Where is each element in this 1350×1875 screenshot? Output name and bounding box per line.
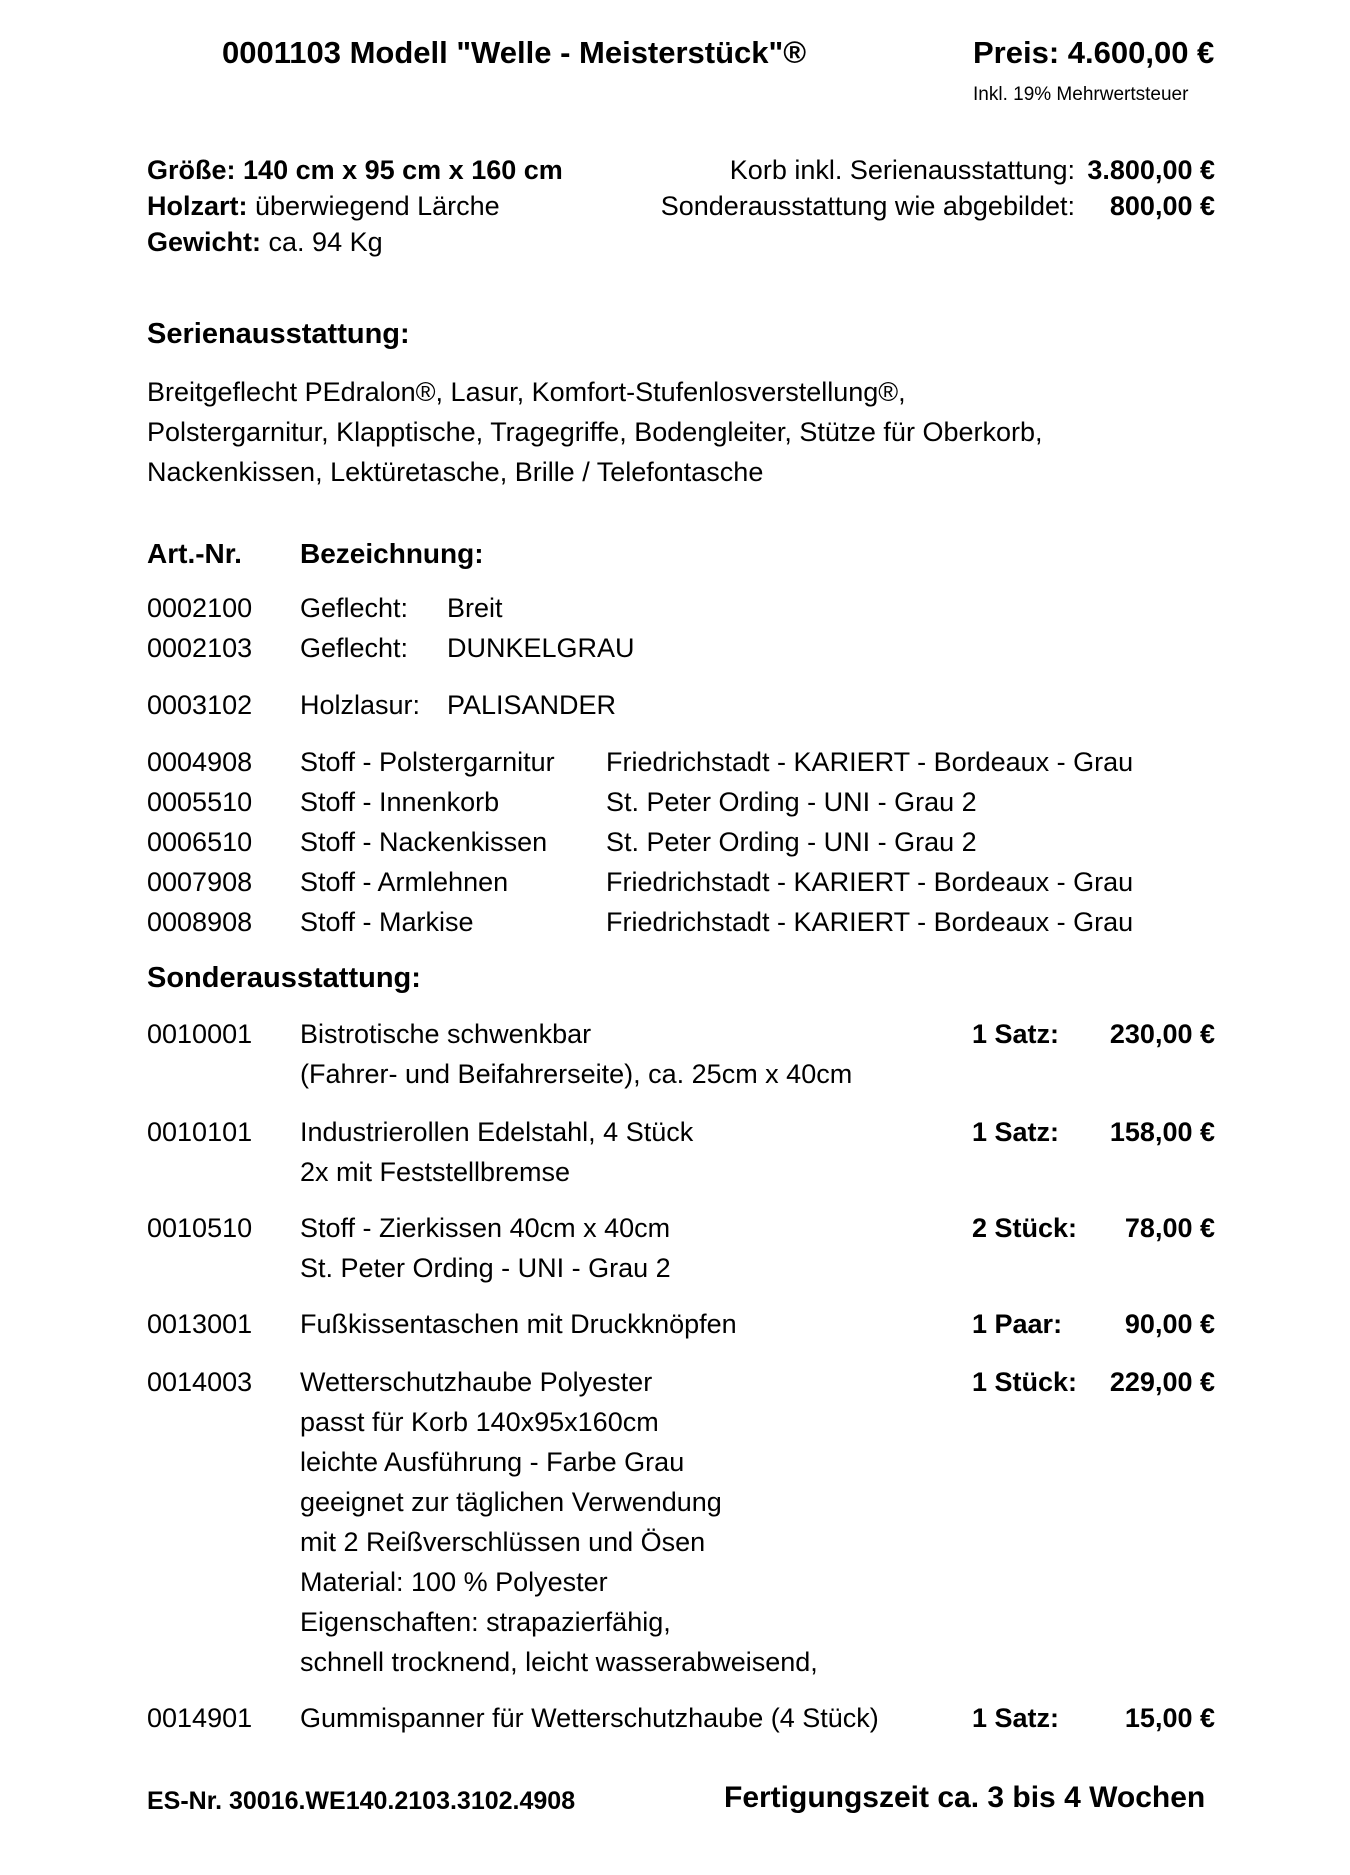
production-time: Fertigungszeit ca. 3 bis 4 Wochen	[724, 1781, 1206, 1814]
item-line: (Fahrer- und Beifahrerseite), ca. 25cm x 40cm	[300, 1059, 853, 1089]
sonder-item	[147, 1112, 1215, 1192]
art-nr: 0008908	[147, 907, 253, 937]
item-description	[300, 1304, 972, 1344]
table-row	[147, 628, 1215, 668]
spec-wood-label: Holzart:	[147, 191, 248, 221]
spec-wood	[147, 188, 563, 224]
item-description	[300, 1112, 972, 1192]
art-nr: 0007908	[147, 867, 253, 897]
item-description	[300, 1208, 972, 1288]
item-line: geeignet zur täglichen Verwendung	[300, 1487, 722, 1517]
item-qty-price	[972, 1362, 1215, 1402]
art-value: Friedrichstadt - KARIERT - Bordeaux - Grau	[606, 867, 1134, 897]
item-price: 78,00 €	[1124, 1213, 1215, 1243]
item-price: 230,00 €	[1109, 1019, 1215, 1049]
spec-size-label: Größe:	[147, 155, 236, 185]
art-value: PALISANDER	[447, 690, 617, 720]
vat-note: Inkl. 19% Mehrwertsteuer	[973, 84, 1189, 105]
art-nr: 0002103	[147, 633, 253, 663]
es-number: ES-Nr. 30016.WE140.2103.3102.4908	[147, 1787, 576, 1815]
sonder-item	[147, 1014, 1215, 1094]
item-qty: 1 Satz:	[972, 1117, 1060, 1147]
art-nr: 0013001	[147, 1309, 253, 1339]
item-line: mit 2 Reißverschlüssen und Ösen	[300, 1527, 706, 1557]
sonder-item	[147, 1362, 1215, 1682]
item-qty-price	[972, 1014, 1215, 1054]
item-line: Material: 100 % Polyester	[300, 1567, 608, 1597]
art-nr: 0010001	[147, 1019, 253, 1049]
item-line: Stoff - Zierkissen 40cm x 40cm	[300, 1213, 671, 1243]
product-specs	[147, 152, 563, 260]
item-price: 229,00 €	[1109, 1367, 1215, 1397]
art-nr: 0002100	[147, 593, 253, 623]
art-label: Stoff - Polstergarnitur	[300, 747, 555, 777]
art-label: Stoff - Markise	[300, 907, 474, 937]
item-line: St. Peter Ording - UNI - Grau 2	[300, 1253, 671, 1283]
art-value: Friedrichstadt - KARIERT - Bordeaux - Grau	[606, 907, 1134, 937]
artikel-group-geflecht	[147, 588, 1215, 668]
art-nr: 0014901	[147, 1703, 253, 1733]
table-row	[147, 862, 1215, 902]
sonder-item	[147, 1304, 1215, 1344]
item-line: 2x mit Feststellbremse	[300, 1157, 571, 1187]
table-row	[147, 742, 1215, 782]
art-value: St. Peter Ording - UNI - Grau 2	[606, 787, 977, 817]
serienausstattung-heading: Serienausstattung:	[147, 318, 410, 350]
item-price: 15,00 €	[1124, 1703, 1215, 1733]
item-line: passt für Korb 140x95x160cm	[300, 1407, 659, 1437]
spec-wood-value: überwiegend Lärche	[255, 191, 500, 221]
art-label: Geflecht:	[300, 633, 409, 663]
spec-size-value: 140 cm x 95 cm x 160 cm	[243, 155, 563, 185]
item-line: Eigenschaften: strapazierfähig,	[300, 1607, 671, 1637]
artikel-group-holzlasur	[147, 685, 1215, 725]
item-description	[300, 1014, 972, 1094]
art-nr: 0014003	[147, 1367, 253, 1397]
art-label: Holzlasur:	[300, 690, 421, 720]
artikel-group-stoffe	[147, 742, 1215, 942]
item-qty-price	[972, 1112, 1215, 1152]
item-qty-price	[972, 1304, 1215, 1344]
item-price: 90,00 €	[1124, 1309, 1215, 1339]
art-label: Stoff - Innenkorb	[300, 787, 500, 817]
table-row	[147, 822, 1215, 862]
item-qty: 2 Stück:	[972, 1213, 1078, 1243]
item-qty: 1 Satz:	[972, 1703, 1060, 1733]
item-qty: 1 Stück:	[972, 1367, 1078, 1397]
table-row	[147, 782, 1215, 822]
table-row	[147, 902, 1215, 942]
price-summary	[560, 152, 1215, 224]
spec-weight-label: Gewicht:	[147, 227, 262, 257]
art-nr: 0004908	[147, 747, 253, 777]
art-label: Geflecht:	[300, 593, 409, 623]
art-nr: 0010101	[147, 1117, 253, 1147]
artnr-column-header: Art.-Nr.	[147, 538, 242, 569]
art-nr: 0005510	[147, 787, 253, 817]
extras-price-value: 800,00 €	[1109, 191, 1215, 221]
spec-size	[147, 152, 563, 188]
page-title: 0001103 Modell "Welle - Meisterstück"®	[222, 35, 807, 70]
sonder-item	[147, 1208, 1215, 1288]
item-line: Industrierollen Edelstahl, 4 Stück	[300, 1117, 694, 1147]
spec-weight-value: ca. 94 Kg	[268, 227, 383, 257]
item-line: schnell trocknend, leicht wasserabweisend,	[300, 1647, 818, 1677]
art-label: Stoff - Nackenkissen	[300, 827, 548, 857]
basket-price-value: 3.800,00 €	[1087, 155, 1215, 185]
table-row	[147, 685, 1215, 725]
bezeichnung-column-header: Bezeichnung:	[300, 538, 484, 569]
item-qty: 1 Satz:	[972, 1019, 1060, 1049]
item-qty-price	[972, 1698, 1215, 1738]
item-description	[300, 1362, 972, 1682]
item-line: Bistrotische schwenkbar	[300, 1019, 592, 1049]
item-line: Wetterschutzhaube Polyester	[300, 1367, 653, 1397]
sonder-item	[147, 1698, 1215, 1738]
art-value: DUNKELGRAU	[447, 633, 635, 663]
art-value: Breit	[447, 593, 503, 623]
art-nr: 0010510	[147, 1213, 253, 1243]
serienausstattung-line: Polstergarnitur, Klapptische, Tragegriffe, Bodengleiter, Stütze für Oberkorb,	[147, 417, 1043, 447]
basket-price-label: Korb inkl. Serienausstattung:	[729, 155, 1075, 185]
art-label: Stoff - Armlehnen	[300, 867, 509, 897]
artikel-table-header	[147, 534, 1215, 574]
serienausstattung-line: Nackenkissen, Lektüretasche, Brille / Telefontasche	[147, 457, 764, 487]
sonderausstattung-heading: Sonderausstattung:	[147, 962, 421, 994]
item-description	[300, 1698, 972, 1738]
serienausstattung-text	[147, 372, 1267, 492]
spec-weight	[147, 224, 563, 260]
price-summary-row	[560, 188, 1215, 224]
price-summary-row	[560, 152, 1215, 188]
item-line: Gummispanner für Wetterschutzhaube (4 Stück)	[300, 1703, 879, 1733]
price-header: Preis: 4.600,00 €	[973, 35, 1215, 70]
art-value: St. Peter Ording - UNI - Grau 2	[606, 827, 977, 857]
table-row	[147, 588, 1215, 628]
art-nr: 0006510	[147, 827, 253, 857]
item-qty: 1 Paar:	[972, 1309, 1063, 1339]
item-qty-price	[972, 1208, 1215, 1248]
serienausstattung-line: Breitgeflecht PEdralon®, Lasur, Komfort-Stufenlosverstellung®,	[147, 377, 906, 407]
art-nr: 0003102	[147, 690, 253, 720]
item-line: Fußkissentaschen mit Druckknöpfen	[300, 1309, 737, 1339]
art-value: Friedrichstadt - KARIERT - Bordeaux - Grau	[606, 747, 1134, 777]
item-price: 158,00 €	[1109, 1117, 1215, 1147]
item-line: leichte Ausführung - Farbe Grau	[300, 1447, 685, 1477]
extras-price-label: Sonderausstattung wie abgebildet:	[660, 191, 1075, 221]
